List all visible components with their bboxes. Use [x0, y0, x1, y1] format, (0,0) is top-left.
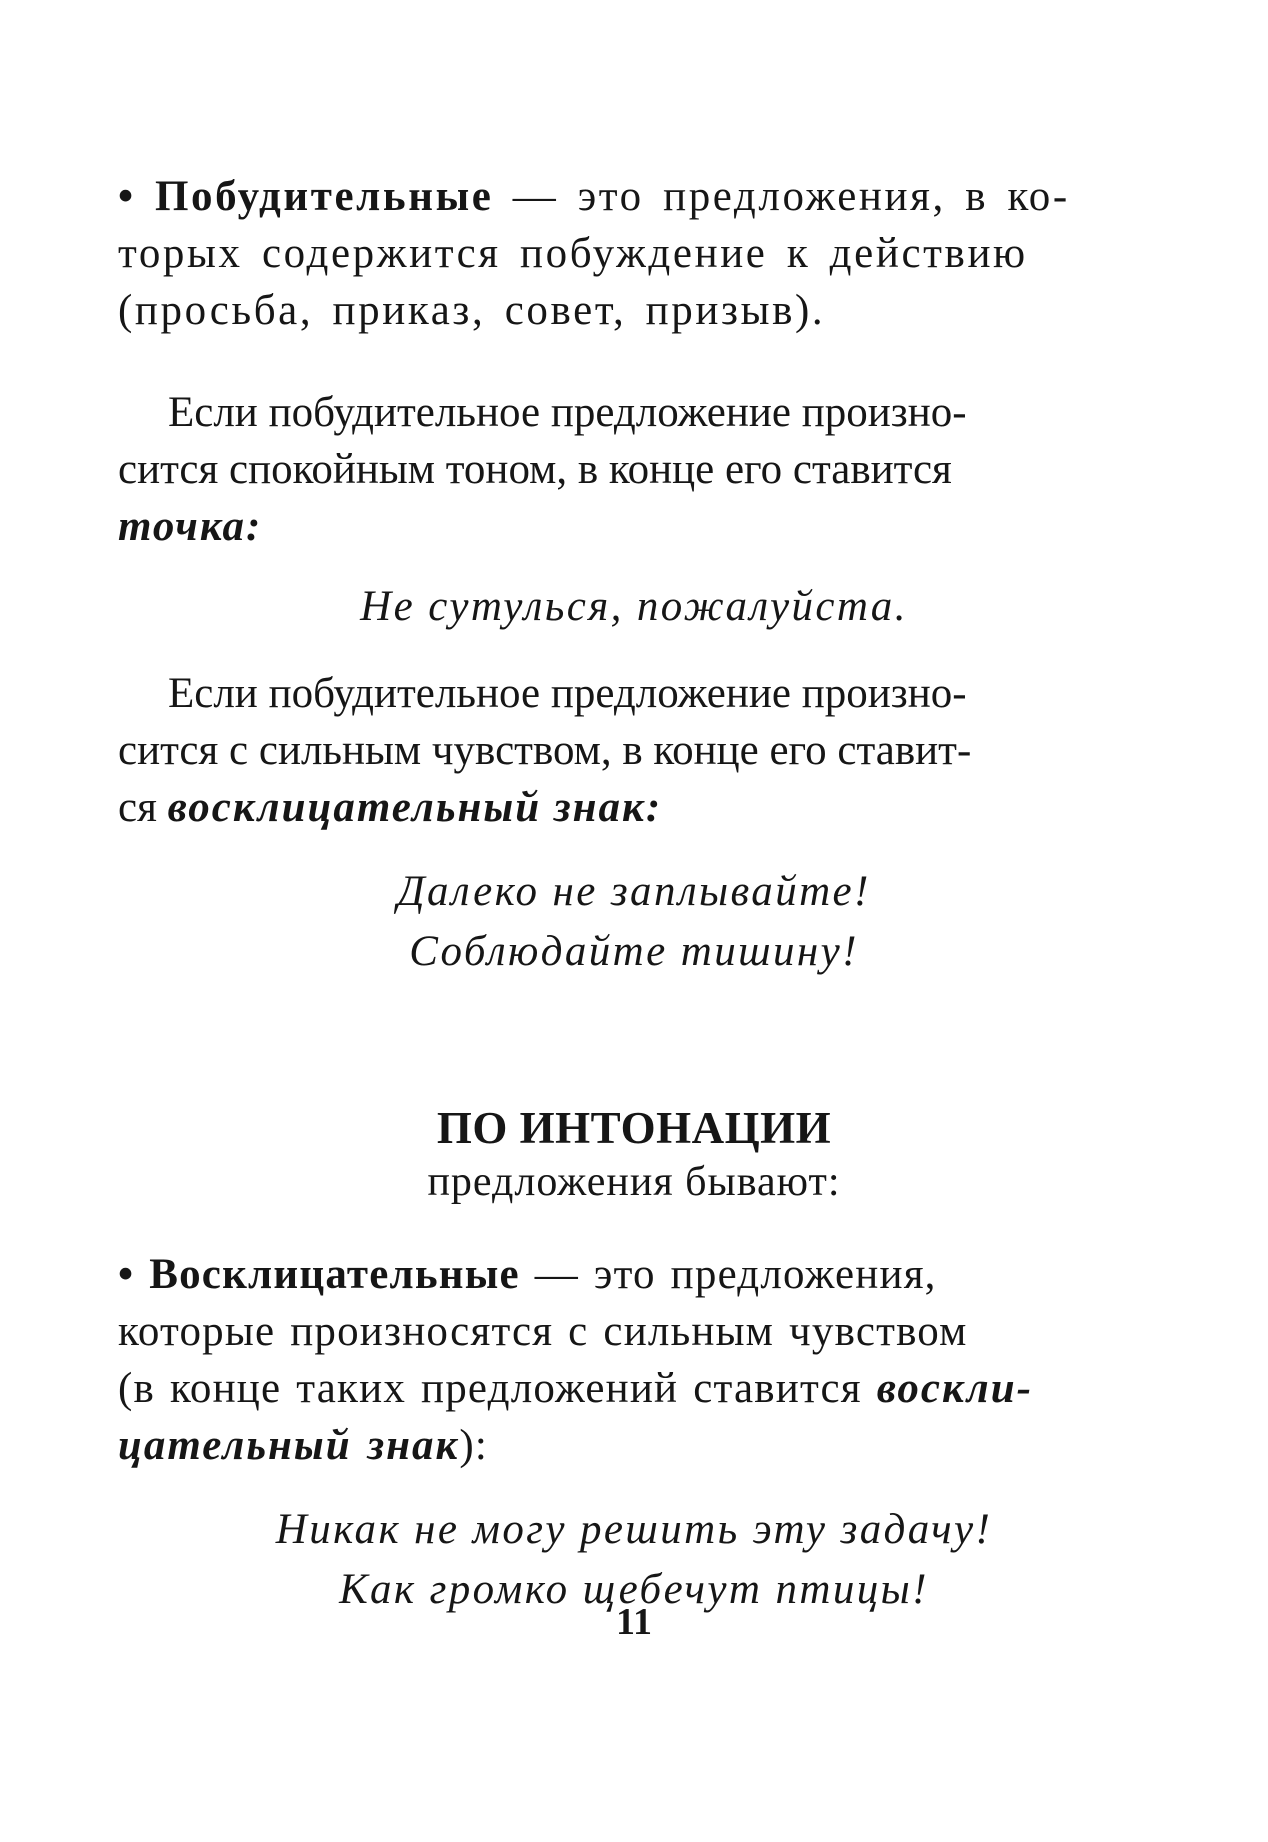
rule-calm-tone	[118, 384, 1150, 555]
term-exclamatory: Восклицательные	[149, 1251, 520, 1298]
definition-exclamatory	[118, 1246, 1150, 1474]
page-content	[118, 168, 1150, 1620]
definition-exclamatory-suffix: ):	[459, 1422, 489, 1469]
rule-strong-line-2: сится с сильным чувством, в конце его ставит-	[118, 727, 972, 774]
definition-imperative	[118, 168, 1150, 339]
rule-strong-line-1: Если побудительное предложение произно-	[168, 670, 967, 717]
definition-imperative-line-3: (просьба, приказ, совет, призыв).	[118, 287, 826, 334]
example-exclamatory-line-1: Никак не могу решить эту задачу!	[275, 1506, 993, 1553]
bullet-icon: •	[118, 1251, 135, 1298]
definition-imperative-line-1	[118, 168, 1150, 225]
example-strong-line-2: Соблюдайте тишину!	[409, 928, 859, 975]
definition-imperative-line-2: торых содержится побуждение к действию	[118, 230, 1028, 277]
rule-calm-line-1: Если побудительное предложение произно-	[168, 389, 967, 436]
example-strong	[118, 862, 1150, 982]
rule-calm-emphasis: точка:	[118, 503, 263, 550]
definition-exclamatory-emphasis-2: цательный знак	[118, 1422, 460, 1469]
definition-text: — это предложения, в ко-	[493, 173, 1070, 220]
example-exclamatory-line-2: Как громко щебечут птицы!	[339, 1566, 929, 1613]
definition-exclamatory-line-4	[118, 1417, 1150, 1474]
section-heading: ПО ИНТОНАЦИИ	[436, 1103, 832, 1153]
definition-exclamatory-line-2: которые произносятся с сильным чувством	[118, 1308, 968, 1355]
definition-exclamatory-emphasis-1: воскли-	[876, 1365, 1033, 1412]
definition-exclamatory-prefix: (в конце таких предложений ставится	[118, 1365, 877, 1412]
rule-strong-feeling	[118, 665, 1150, 836]
definition-text: — это предложения,	[519, 1251, 937, 1298]
bullet-icon: •	[118, 173, 136, 220]
rule-strong-emphasis: восклицательный знак:	[167, 784, 663, 831]
page-number: 11	[616, 1601, 652, 1643]
term-imperative: Побудительные	[155, 173, 494, 220]
example-calm-line-1: Не сутулься, пожалуйста.	[360, 583, 908, 630]
example-calm	[118, 577, 1150, 637]
rule-calm-line-2: сится спокойным тоном, в конце его ставится	[118, 446, 952, 493]
section-subheading: предложения бывают:	[427, 1159, 841, 1205]
example-strong-line-1: Далеко не заплывайте!	[397, 868, 871, 915]
definition-exclamatory-line-1	[118, 1246, 1150, 1303]
definition-exclamatory-line-3	[118, 1360, 1150, 1417]
rule-strong-line-3	[118, 779, 1150, 836]
rule-strong-prefix: ся	[118, 784, 168, 831]
